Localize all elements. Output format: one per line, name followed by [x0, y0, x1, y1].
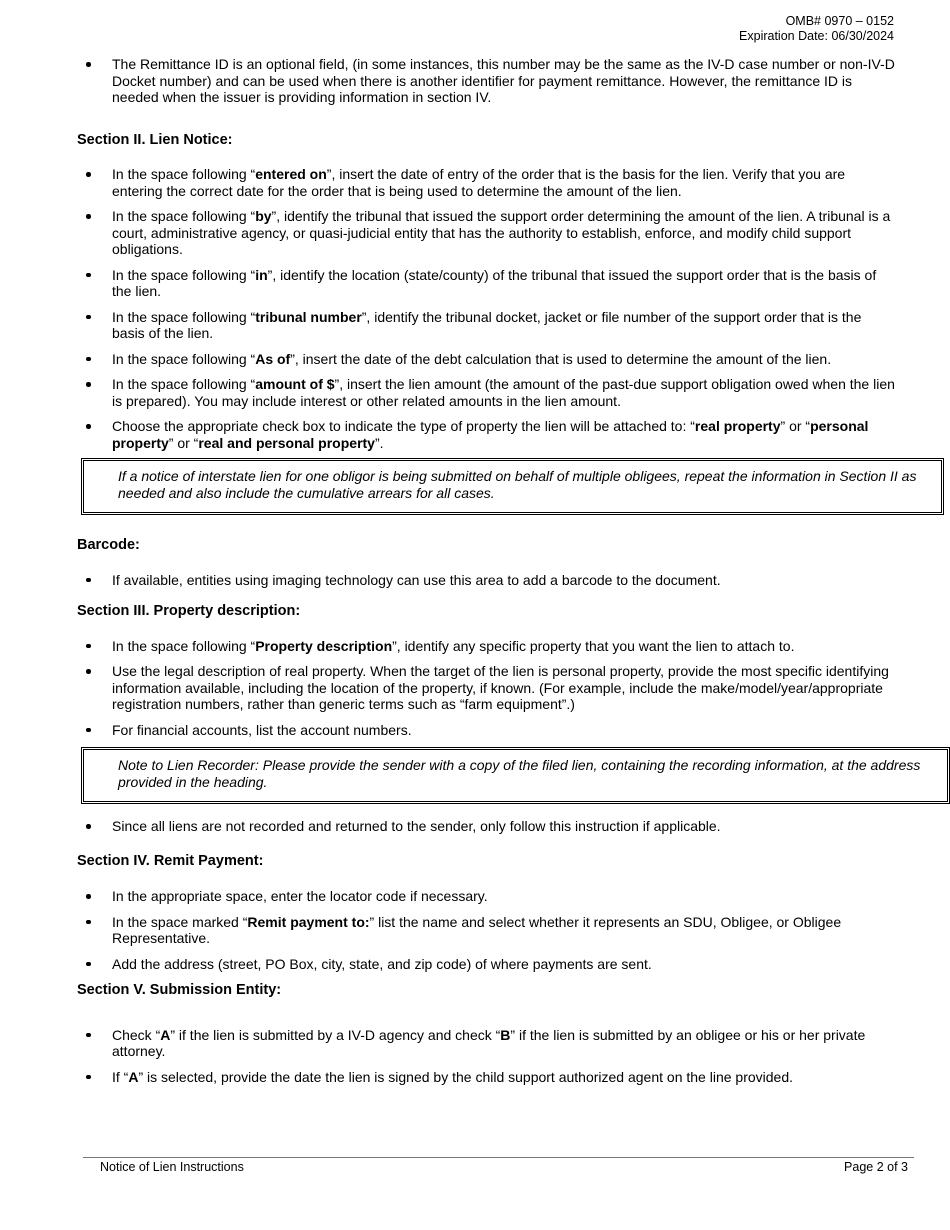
document-body [77, 56, 921, 1094]
list-item: In the space following “entered on”, insert the date of entry of the order that is the basis for the lien. Verify that you are entering the correct date for the order that is being used to determine the amount of the lien. [77, 166, 897, 199]
section-5-heading: Section V. Submission Entity: [77, 982, 282, 998]
list-item: In the space following “Property description”, identify any specific property that you want the lien to attach to. [77, 638, 897, 655]
barcode-list [77, 572, 897, 589]
list-item: If available, entities using imaging technology can use this area to add a barcode to the document. [77, 572, 897, 589]
after-note-list [77, 818, 897, 835]
list-item: In the space following “in”, identify the location (state/county) of the tribunal that issued the support order that is the basis of the lien. [77, 267, 897, 300]
list-item: The Remittance ID is an optional field, (in some instances, this number may be the same as the IV-D case number or non-IV-D Docket number) and can be used when there is another identifier for payment remittance. However, the remittance ID is needed when the issuer is providing information in section IV. [77, 56, 897, 106]
list-item: In the space following “amount of $”, insert the lien amount (the amount of the past-due support obligation owed when the lien is prepared). You may include interest or other related amounts in the lien amount. [77, 376, 897, 409]
section-3-heading: Section III. Property description: [77, 603, 301, 619]
interstate-lien-note: If a notice of interstate lien for one obligor is being submitted on behalf of multiple obligees, repeat the information in Section II as needed and also include the cumulative arrears for all cases. [81, 458, 944, 515]
lien-recorder-note: Note to Lien Recorder: Please provide the sender with a copy of the filed lien, containing the recording information, at the address provided in the heading. [81, 747, 950, 804]
list-item: In the appropriate space, enter the locator code if necessary. [77, 888, 897, 905]
footer-title: Notice of Lien Instructions [100, 1160, 244, 1174]
list-item: In the space following “As of”, insert the date of the debt calculation that is used to determine the amount of the lien. [77, 351, 897, 368]
list-item: Choose the appropriate check box to indicate the type of property the lien will be attached to: “real property” or “personal property” or “real and personal property”. [77, 418, 897, 451]
expiration-date: Expiration Date: 06/30/2024 [739, 28, 894, 43]
list-item: In the space marked “Remit payment to:” list the name and select whether it represents an SDU, Obligee, or Obligee Representative. [77, 914, 897, 947]
section-4-list [77, 888, 897, 972]
list-item: In the space following “tribunal number”, identify the tribunal docket, jacket or file number of the support order that is the basis of the lien. [77, 309, 897, 342]
list-item: Use the legal description of real property. When the target of the lien is personal property, provide the most specific identifying information available, including the location of the property, if known. (For example, include the make/model/year/appropriate registration numbers, rather than generic terms such as “farm equipment”.) [77, 663, 897, 713]
omb-number: OMB# 0970 – 0152 [785, 14, 894, 28]
section-2-list [77, 166, 897, 451]
list-item: In the space following “by”, identify the tribunal that issued the support order determining the amount of the lien. A tribunal is a court, administrative agency, or quasi-judicial entity that has the authority to establish, enforce, and modify child support obligations. [77, 208, 897, 258]
section-2-heading: Section II. Lien Notice: [77, 131, 233, 148]
list-item: Add the address (street, PO Box, city, state, and zip code) of where payments are sent. [77, 956, 897, 973]
barcode-heading: Barcode: [77, 537, 140, 553]
list-item: If “A” is selected, provide the date the lien is signed by the child support authorized agent on the line provided. [77, 1069, 897, 1086]
omb-header [739, 14, 894, 43]
list-item: Since all liens are not recorded and returned to the sender, only follow this instruction if applicable. [77, 818, 897, 835]
page-number: Page 2 of 3 [844, 1160, 908, 1174]
section-4-heading: Section IV. Remit Payment: [77, 852, 264, 869]
intro-list [77, 56, 897, 106]
footer-divider [83, 1157, 914, 1158]
section-5-list [77, 1027, 897, 1086]
list-item: For financial accounts, list the account numbers. [77, 722, 897, 739]
list-item: Check “A” if the lien is submitted by a IV-D agency and check “B” if the lien is submitted by an obligee or his or her private attorney. [77, 1027, 897, 1060]
section-3-list [77, 638, 897, 739]
